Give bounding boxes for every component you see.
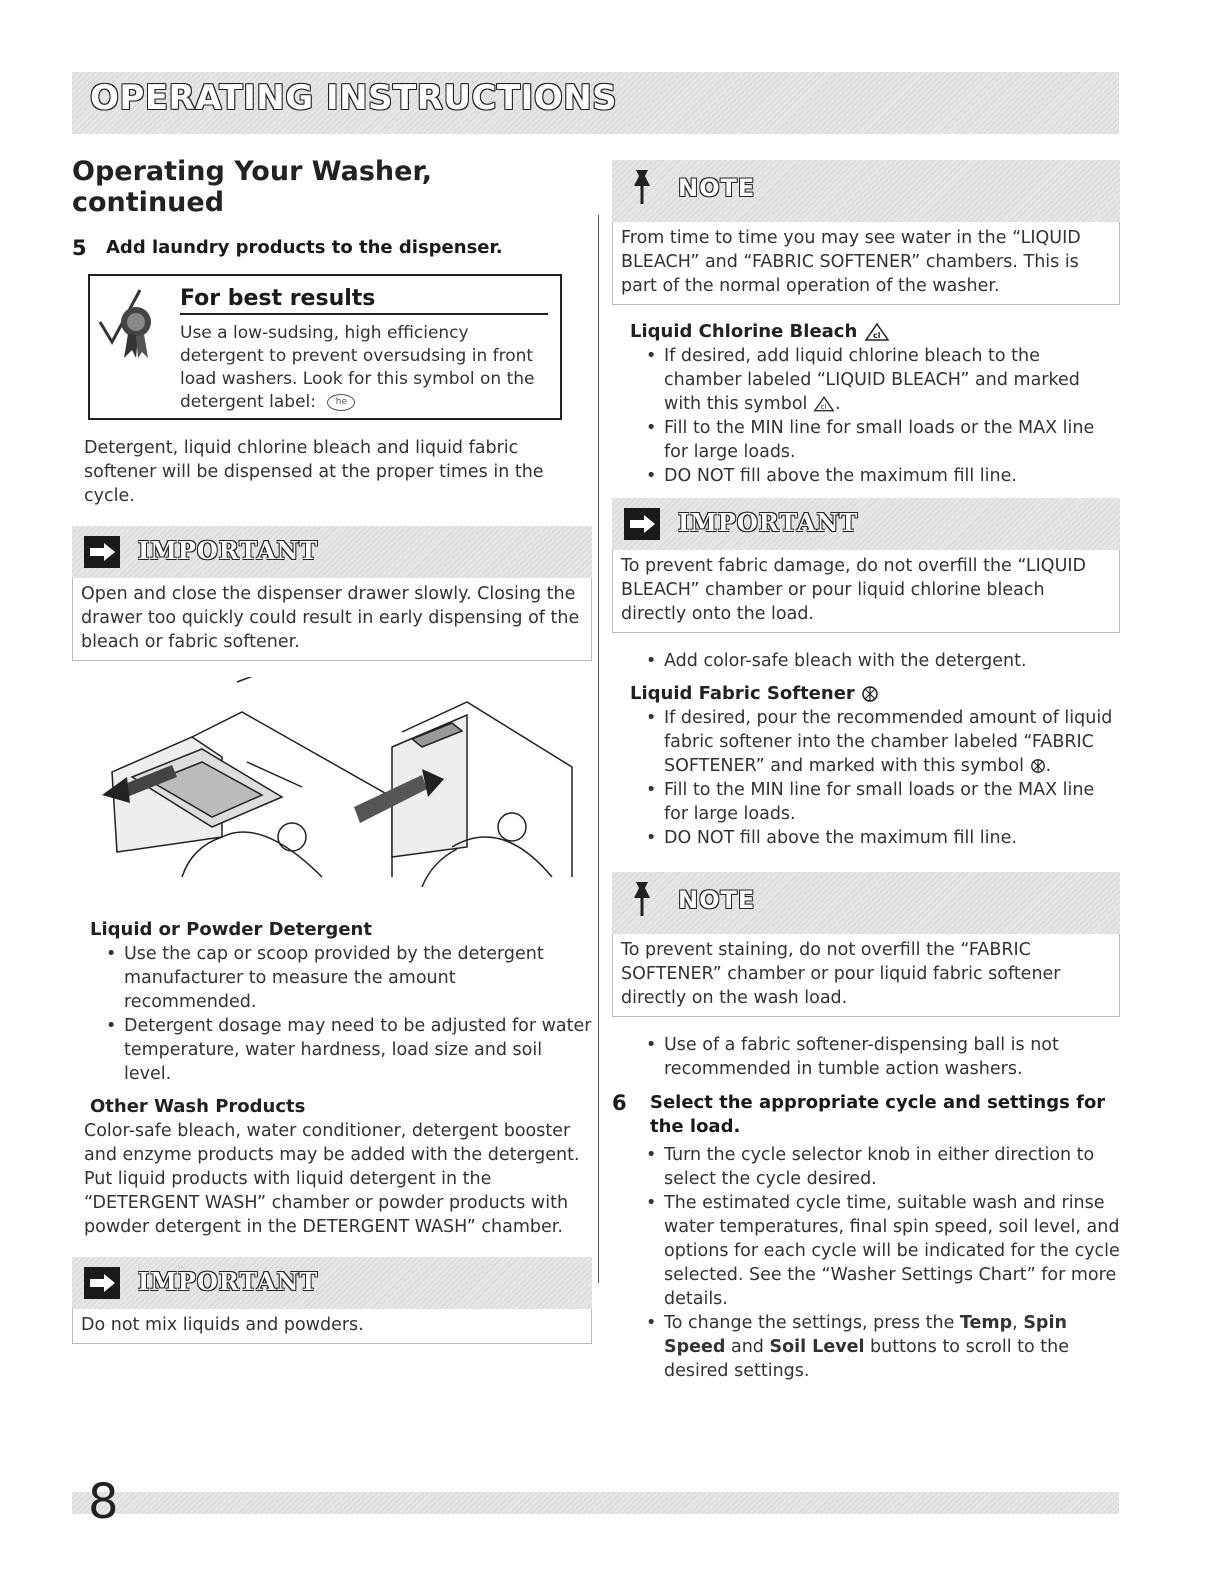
step-6	[612, 1091, 1120, 1139]
svg-text:cl: cl	[820, 403, 827, 412]
best-results-box	[88, 274, 562, 420]
list-item: • Use of a fabric softener-dispensing ball is not recommended in tumble action washers.	[646, 1033, 1120, 1081]
arrow-right-icon	[624, 508, 660, 540]
section-title: Operating Your Washer, continued	[72, 156, 433, 218]
important-bar	[72, 1257, 592, 1309]
list-item: • Turn the cycle selector knob in either direction to select the cycle desired.	[646, 1143, 1120, 1191]
text-run: buttons to scroll to the desired settings.	[664, 1337, 1069, 1381]
arrow-right-icon	[84, 1267, 120, 1299]
footer-band	[72, 1492, 1119, 1514]
text-run: To change the settings, press the	[664, 1313, 960, 1333]
list-item	[646, 344, 1120, 416]
color-safe-bullets	[612, 649, 1120, 673]
note-label: NOTE	[678, 174, 756, 202]
important-bar	[72, 526, 592, 578]
softener-symbol-icon	[1030, 758, 1046, 774]
important-callout-3	[612, 498, 1120, 633]
important-text: Do not mix liquids and powders.	[72, 1309, 592, 1344]
list-item: • Use the cap or scoop provided by the detergent manufacturer to measure the amount recommended.	[106, 942, 592, 1014]
right-column	[612, 160, 1120, 1393]
softener-bullet-text: If desired, pour the recommended amount of liquid fabric softener into the chamber labeled “FABRIC SOFTENER” and marked with this symbol	[664, 708, 1113, 776]
important-label: IMPORTANT	[138, 1267, 319, 1296]
softener-bullets	[612, 706, 1120, 850]
ribbon-check-icon	[96, 286, 162, 362]
list-item: • Fill to the MIN line for small loads or the MAX line for large loads.	[646, 778, 1120, 826]
text-run: ,	[1012, 1313, 1024, 1333]
text-run: and	[725, 1337, 770, 1357]
list-item: • DO NOT fill above the maximum fill line.	[646, 464, 1120, 488]
softener-heading	[630, 683, 1120, 704]
list-item: • DO NOT fill above the maximum fill line.	[646, 826, 1120, 850]
step-text: Add laundry products to the dispenser.	[106, 237, 503, 258]
note-bar	[612, 160, 1120, 222]
step-5	[72, 236, 592, 260]
pushpin-icon	[630, 168, 654, 208]
note-callout-1	[612, 160, 1120, 305]
list-item	[646, 706, 1120, 778]
best-results-body: Use a low-sudsing, high efficiency detergent to prevent oversudsing in front load washers. Look for this symbol on the detergent label:	[180, 323, 535, 412]
bleach-heading	[630, 321, 1120, 342]
softener-bullet-end: .	[1045, 756, 1052, 776]
temp-button-name: Temp	[959, 1313, 1013, 1333]
dispenser-drawer-illustration	[72, 677, 592, 907]
page-number: 8	[88, 1474, 119, 1530]
step-text: Select the appropriate cycle and settings for the load.	[650, 1092, 1106, 1137]
other-products-text: Color-safe bleach, water conditioner, detergent booster and enzyme products may be added with the detergent. Put liquid products with liquid detergent in the “DETERGENT WASH” chamber or powder products with powder detergent in the DETERGENT WASH” chamber.	[84, 1121, 580, 1237]
pushpin-icon	[630, 880, 654, 920]
important-callout-2	[72, 1257, 592, 1344]
note-text: From time to time you may see water in the “LIQUID BLEACH” and “FABRIC SOFTENER” chambers. This is part of the normal operation of the washer.	[612, 222, 1120, 305]
bleach-symbol-icon	[813, 395, 835, 413]
bleach-bullets	[612, 344, 1120, 488]
detergent-heading: Liquid or Powder Detergent	[90, 919, 372, 940]
spin-speed-button-name: Spin Speed	[664, 1313, 1067, 1357]
softener-heading-text: Liquid Fabric Softener	[630, 683, 855, 704]
note-bar	[612, 872, 1120, 934]
list-item	[646, 1311, 1120, 1383]
note-callout-2	[612, 872, 1120, 1017]
bleach-bullet-text: If desired, add liquid chlorine bleach to the chamber labeled “LIQUID BLEACH” and marked with this symbol	[664, 346, 1080, 414]
softener-symbol-icon	[861, 685, 879, 703]
other-products-heading: Other Wash Products	[90, 1096, 306, 1117]
important-label: IMPORTANT	[678, 508, 859, 537]
detergent-bullets	[72, 942, 592, 1086]
he-symbol-icon: he	[327, 394, 355, 411]
list-item: • The estimated cycle time, suitable wash and rinse water temperatures, final spin speed, soil level, and options for each cycle will be indicated for the cycle selected. See the “Washer Settings Chart” for more details.	[646, 1191, 1120, 1311]
header-banner	[72, 72, 1119, 134]
step-number: 5	[72, 236, 87, 260]
bleach-heading-text: Liquid Chlorine Bleach	[630, 321, 858, 342]
note-label: NOTE	[678, 886, 756, 914]
bleach-symbol-icon	[864, 322, 890, 342]
dispense-paragraph: Detergent, liquid chlorine bleach and liquid fabric softener will be dispensed at the proper times in the cycle.	[84, 438, 544, 506]
important-text: To prevent fabric damage, do not overfill the “LIQUID BLEACH” chamber or pour liquid chlorine bleach directly onto the load.	[612, 550, 1120, 633]
svg-text:cl: cl	[872, 331, 881, 340]
arrow-right-icon	[84, 536, 120, 568]
step-number: 6	[612, 1091, 627, 1115]
best-results-title: For best results	[180, 286, 548, 315]
best-results-text	[180, 322, 548, 414]
list-item: • Detergent dosage may need to be adjusted for water temperature, water hardness, load size and soil level.	[106, 1014, 592, 1086]
list-item: • Fill to the MIN line for small loads or the MAX line for large loads.	[646, 416, 1120, 464]
important-text: Open and close the dispenser drawer slowly. Closing the drawer too quickly could result in early dispensing of the bleach or fabric softener.	[72, 578, 592, 661]
important-callout-1	[72, 526, 592, 661]
soil-level-button-name: Soil Level	[769, 1337, 865, 1357]
important-bar	[612, 498, 1120, 550]
column-divider	[598, 215, 599, 1283]
bleach-bullet-end: .	[834, 394, 841, 414]
ball-bullets	[612, 1033, 1120, 1081]
important-label: IMPORTANT	[138, 536, 319, 565]
step6-bullets	[612, 1143, 1120, 1383]
page-header-title: OPERATING INSTRUCTIONS	[90, 78, 618, 118]
left-column	[72, 150, 592, 1360]
note-text: To prevent staining, do not overfill the “FABRIC SOFTENER” chamber or pour liquid fabric softener directly on the wash load.	[612, 934, 1120, 1017]
list-item: • Add color-safe bleach with the detergent.	[646, 649, 1120, 673]
